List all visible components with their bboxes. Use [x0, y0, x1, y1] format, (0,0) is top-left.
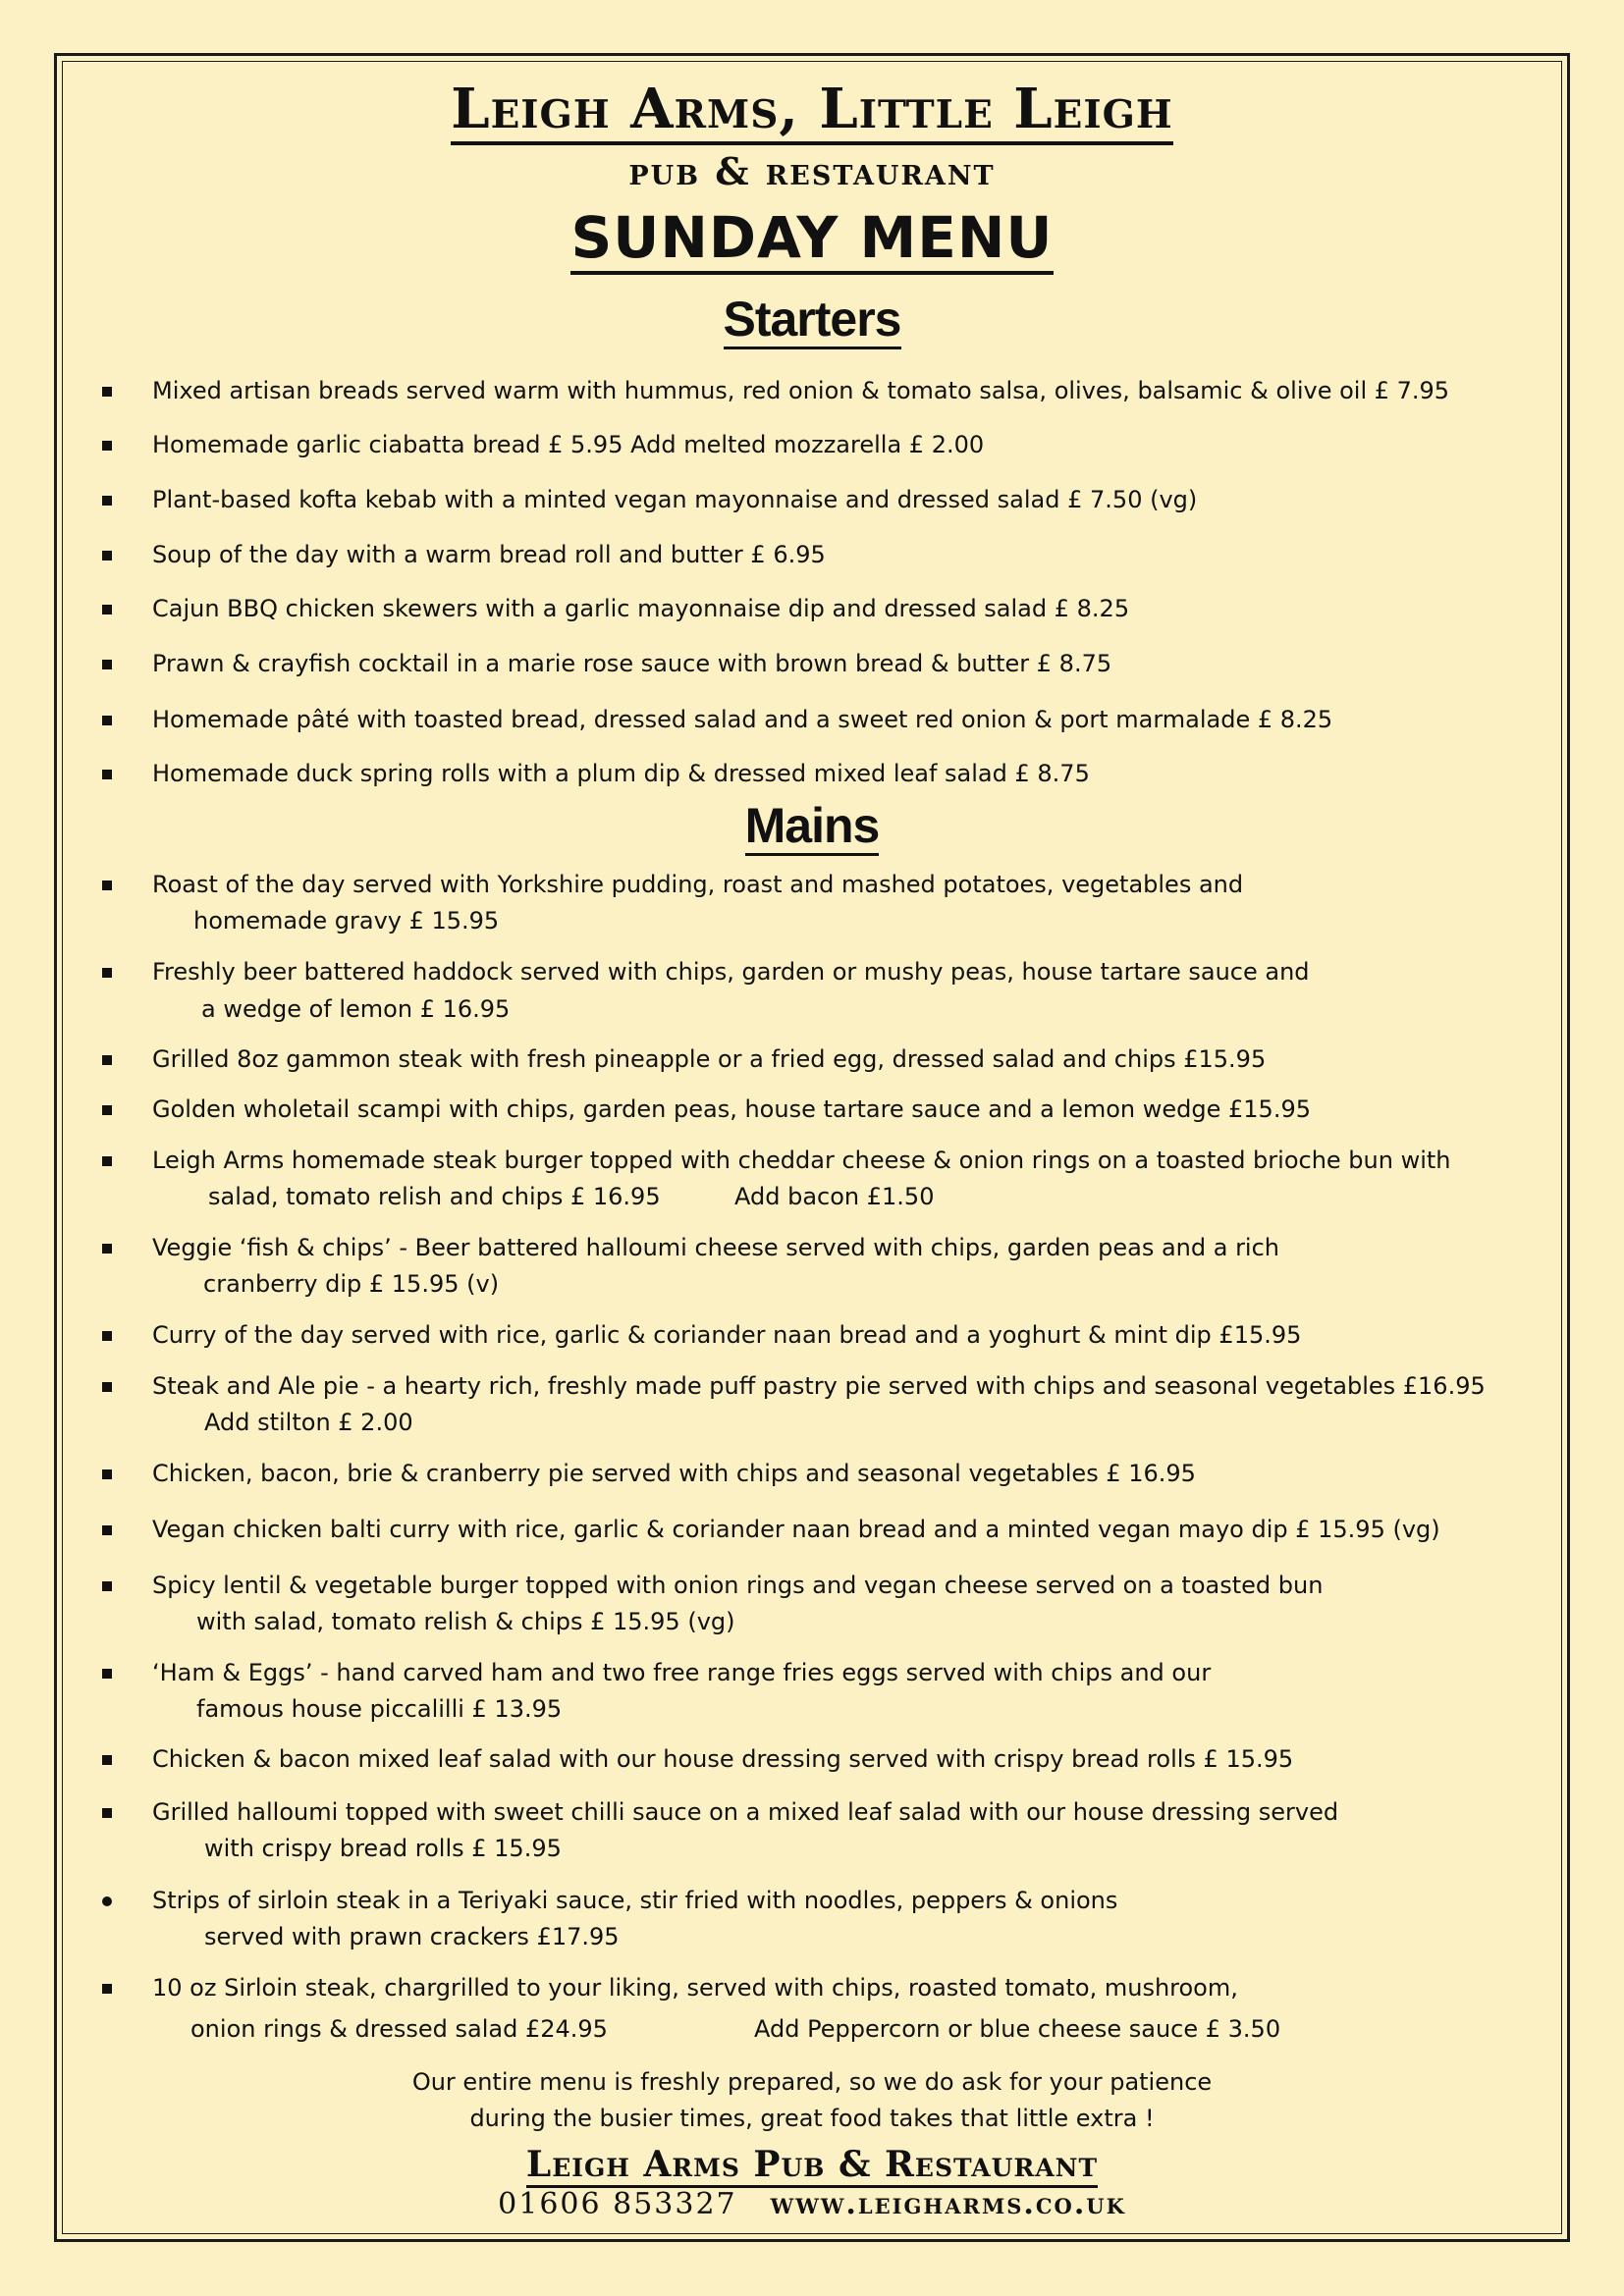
list-item: Plant-based kofta kebab with a minted vegan mayonnaise and dressed salad £ 7.50 (vg) — [152, 486, 1198, 513]
list-item-continued: Add stilton £ 2.00 — [204, 1409, 413, 1436]
bullet-icon — [102, 496, 112, 506]
bullet-icon — [102, 605, 112, 614]
bullet-icon — [102, 1808, 112, 1818]
list-item: Vegan chicken balti curry with rice, garlic & coriander naan bread and a minted vegan mayo dip £ 15.95 (vg) — [152, 1516, 1440, 1543]
list-item: Chicken & bacon mixed leaf salad with our house dressing served with crispy bread rolls £ 15.95 — [152, 1745, 1294, 1773]
list-item: Freshly beer battered haddock served with chips, garden or mushy peas, house tartare sauce and — [152, 958, 1310, 986]
list-item-addon: Add bacon £1.50 — [734, 1183, 935, 1210]
freshness-note-line-1: Our entire menu is freshly prepared, so we do ask for your patience — [411, 2068, 1213, 2096]
bullet-icon — [102, 1669, 112, 1679]
footer-contact — [0, 2187, 1624, 2221]
bullet-icon — [102, 551, 112, 561]
menu-name: SUNDAY MENU — [0, 204, 1624, 271]
list-item-continued: homemade gravy £ 15.95 — [193, 907, 500, 934]
bullet-icon — [102, 1382, 112, 1392]
page-title: Leigh Arms, Little Leigh — [0, 77, 1624, 141]
bullet-icon — [102, 387, 112, 397]
list-item: Curry of the day served with rice, garlic & coriander naan bread and a yoghurt & mint dip £15.95 — [152, 1321, 1302, 1349]
website-link[interactable]: www.leigharms.co.uk — [770, 2187, 1126, 2221]
list-item: Steak and Ale pie - a hearty rich, freshly made puff pastry pie served with chips and seasonal vegetables £16.95 — [152, 1372, 1486, 1400]
bullet-icon — [102, 1581, 112, 1591]
list-item: Soup of the day with a warm bread roll and butter £ 6.95 — [152, 541, 826, 568]
bullet-icon — [102, 770, 112, 779]
list-item: Homemade garlic ciabatta bread £ 5.95 Add melted mozzarella £ 2.00 — [152, 431, 985, 458]
list-item: Prawn & crayfish cocktail in a marie rose sauce with brown bread & butter £ 8.75 — [152, 650, 1112, 677]
list-item: Veggie ‘fish & chips’ - Beer battered halloumi cheese served with chips, garden peas and a rich — [152, 1234, 1280, 1261]
bullet-icon — [102, 1984, 112, 1994]
list-item-continued: onion rings & dressed salad £24.95 — [190, 2015, 608, 2043]
list-item: Grilled halloumi topped with sweet chilli sauce on a mixed leaf salad with our house dressing served — [152, 1798, 1339, 1826]
list-item: Golden wholetail scampi with chips, garden peas, house tartare sauce and a lemon wedge £15.95 — [152, 1095, 1311, 1123]
bullet-icon — [102, 441, 112, 451]
phone-number: 01606 853327 — [498, 2187, 737, 2221]
list-item: Roast of the day served with Yorkshire pudding, roast and mashed potatoes, vegetables and — [152, 871, 1244, 898]
list-item: ‘Ham & Eggs’ - hand carved ham and two free range fries eggs served with chips and our — [152, 1659, 1212, 1686]
bullet-icon — [102, 1525, 112, 1535]
starters-heading: Starters — [0, 291, 1624, 347]
bullet-icon — [102, 1055, 112, 1065]
list-item-continued: famous house piccalilli £ 13.95 — [196, 1695, 563, 1723]
list-item: Homemade pâté with toasted bread, dressed salad and a sweet red onion & port marmalade £ 8.25 — [152, 706, 1333, 733]
list-item-continued: a wedge of lemon £ 16.95 — [201, 995, 511, 1023]
list-item: Strips of sirloin steak in a Teriyaki sauce, stir fried with noodles, peppers & onions — [152, 1887, 1118, 1914]
list-item-continued: with salad, tomato relish & chips £ 15.95 (vg) — [196, 1608, 735, 1635]
list-item: Mixed artisan breads served warm with hummus, red onion & tomato salsa, olives, balsamic & olive oil £ 7.95 — [152, 377, 1450, 404]
list-item: Leigh Arms homemade steak burger topped with cheddar cheese & onion rings on a toasted brioche bun with — [152, 1147, 1451, 1174]
bullet-icon — [102, 1331, 112, 1341]
list-item-continued: cranberry dip £ 15.95 (v) — [203, 1270, 500, 1298]
freshness-note-line-2: during the busier times, great food takes that little extra ! — [469, 2105, 1155, 2132]
bullet-icon — [102, 716, 112, 725]
bullet-icon — [102, 1244, 112, 1254]
bullet-icon — [102, 968, 112, 978]
list-item: Cajun BBQ chicken skewers with a garlic mayonnaise dip and dressed salad £ 8.25 — [152, 595, 1130, 622]
list-item-addon: Add Peppercorn or blue cheese sauce £ 3.50 — [754, 2015, 1281, 2043]
bullet-icon — [102, 1105, 112, 1115]
footer-name: Leigh Arms Pub & Restaurant — [0, 2144, 1624, 2185]
list-item-continued: served with prawn crackers £17.95 — [204, 1923, 620, 1950]
bullet-icon — [102, 1156, 112, 1166]
list-item: Chicken, bacon, brie & cranberry pie served with chips and seasonal vegetables £ 16.95 — [152, 1460, 1196, 1487]
list-item: Spicy lentil & vegetable burger topped with onion rings and vegan cheese served on a toasted bun — [152, 1572, 1324, 1599]
bullet-icon — [102, 1896, 112, 1906]
list-item: Homemade duck spring rolls with a plum dip & dressed mixed leaf salad £ 8.75 — [152, 760, 1090, 787]
mains-heading: Mains — [0, 797, 1624, 854]
list-item-continued: with crispy bread rolls £ 15.95 — [204, 1835, 562, 1862]
bullet-icon — [102, 881, 112, 890]
list-item: Grilled 8oz gammon steak with fresh pineapple or a fried egg, dressed salad and chips £15.95 — [152, 1045, 1267, 1073]
bullet-icon — [102, 1755, 112, 1765]
list-item-continued: salad, tomato relish and chips £ 16.95 — [208, 1183, 661, 1210]
bullet-icon — [102, 1469, 112, 1479]
bullet-icon — [102, 660, 112, 669]
list-item: 10 oz Sirloin steak, chargrilled to your liking, served with chips, roasted tomato, mushroom, — [152, 1974, 1238, 2002]
subtitle: pub & restaurant — [628, 149, 996, 193]
